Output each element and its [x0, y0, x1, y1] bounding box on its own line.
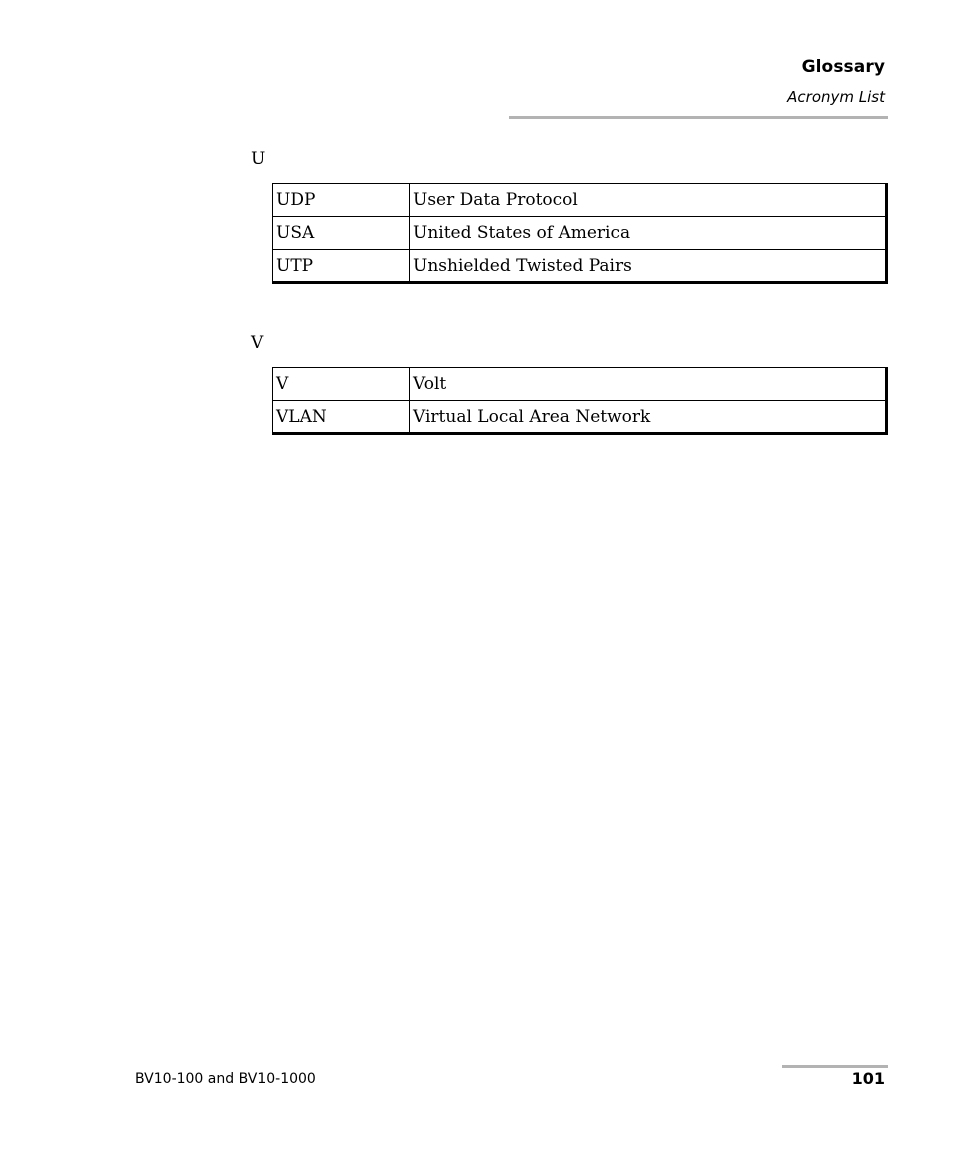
meaning-cell: Unshielded Twisted Pairs: [410, 250, 887, 283]
footer-divider: [782, 1065, 888, 1068]
acronym-cell: V: [273, 368, 410, 401]
table-row: [273, 401, 887, 434]
acronym-cell: UTP: [273, 250, 410, 283]
meaning-cell: Virtual Local Area Network: [410, 401, 887, 434]
footer-product-name: BV10-100 and BV10-1000: [135, 1071, 316, 1087]
acronym-cell: USA: [273, 217, 410, 250]
table-row: [273, 184, 887, 217]
acronym-cell: VLAN: [273, 401, 410, 434]
glossary-table-v: [272, 367, 888, 435]
table-row: [273, 250, 887, 283]
page-header-subtitle: Acronym List: [787, 88, 885, 106]
section-letter-v: V: [251, 333, 264, 353]
header-divider: [509, 116, 888, 119]
meaning-cell: Volt: [410, 368, 887, 401]
meaning-cell: User Data Protocol: [410, 184, 887, 217]
acronym-cell: UDP: [273, 184, 410, 217]
table-row: [273, 368, 887, 401]
page-number: 101: [851, 1069, 885, 1088]
glossary-table-u: [272, 183, 888, 284]
table-row: [273, 217, 887, 250]
section-letter-u: U: [251, 149, 266, 169]
meaning-cell: United States of America: [410, 217, 887, 250]
page-header-title: Glossary: [801, 57, 885, 77]
